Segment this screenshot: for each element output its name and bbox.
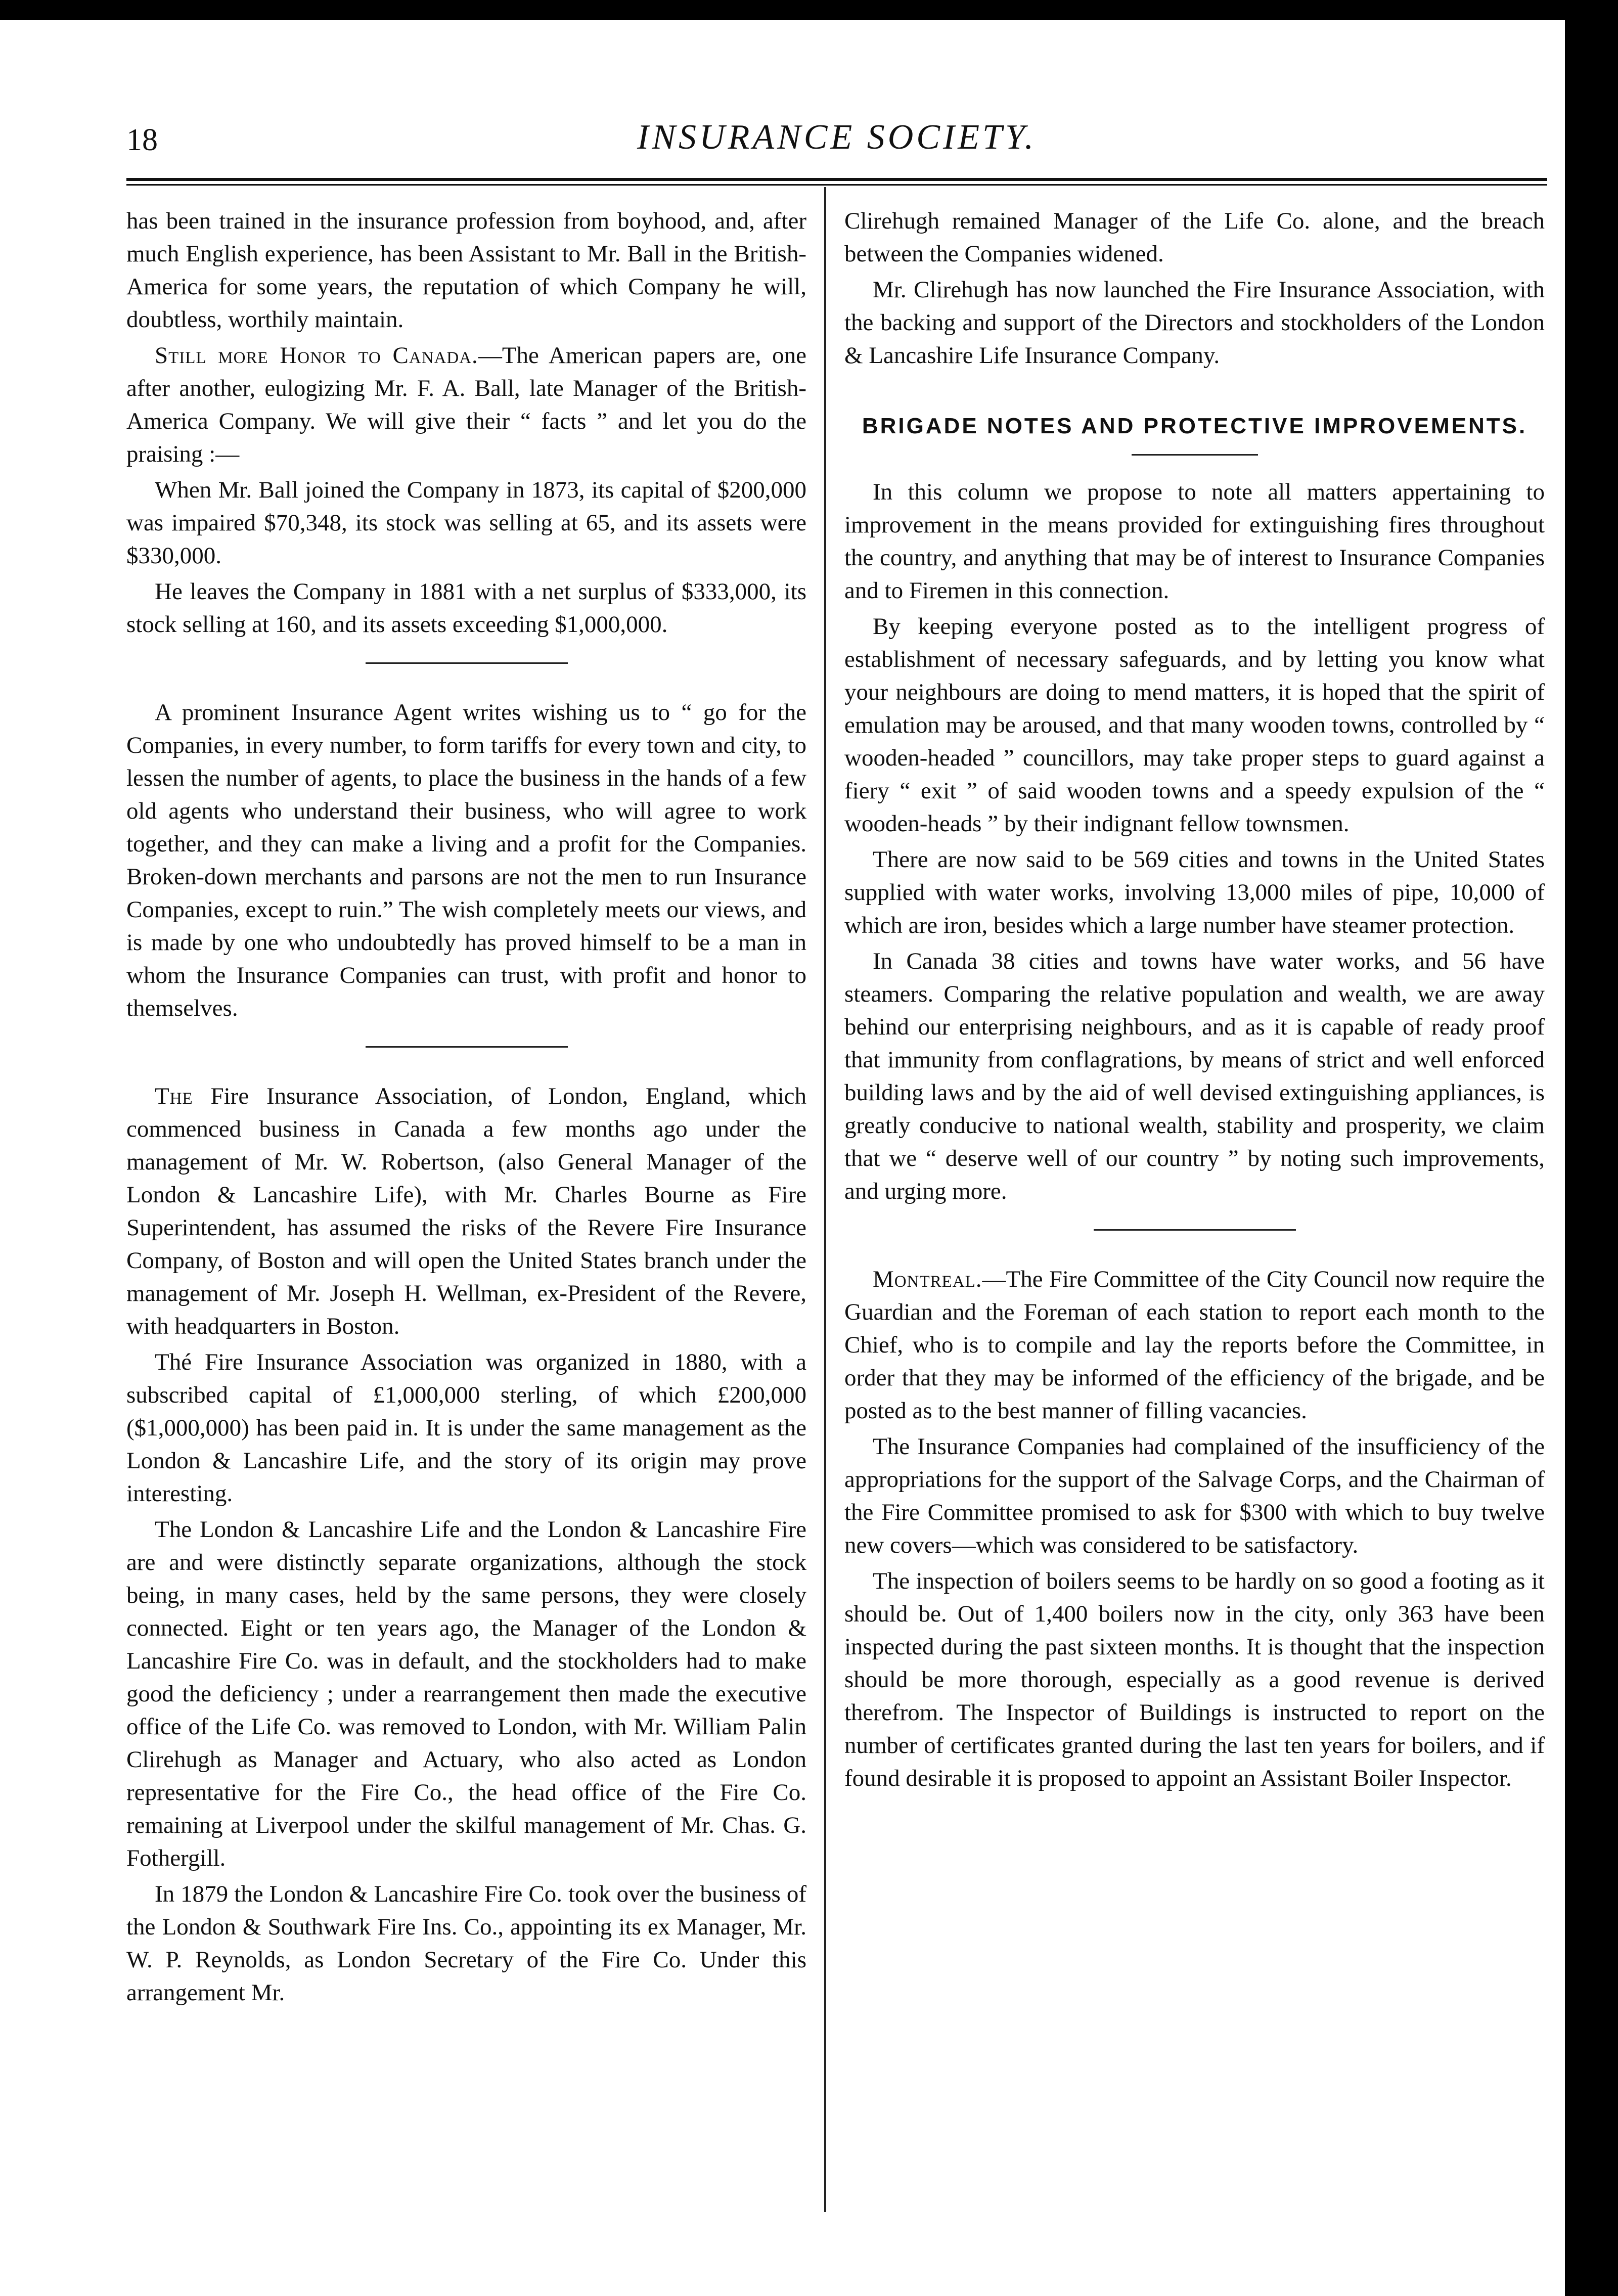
paragraph: The Insurance Companies had complained of the insufficiency of the appropriations for the support of the Salvage Corps, and the Chairman of the Fire Committee promised to ask for $300 with which to buy twelve new covers—which was considered to be satisfactory. — [844, 1433, 1545, 1558]
paragraph: In Canada 38 cities and towns have water works, and 56 have steamers. Comparing the relative population and wealth, we are away behind our enterprising neighbours, and as it is capable of ready proof that immunity from conflagrations, by means of strict and well enforced building laws and by the aid of well devised extinguishing appliances, is greatly conducive to national wealth, stability and prosperity, we claim that we “ deserve well of our country ” by noting such improvements, and urging more. — [844, 948, 1545, 1204]
paragraph: When Mr. Ball joined the Company in 1873, its capital of $200,000 was impaired $70,348, its stock was selling at 65, and its assets were $330,000. — [126, 477, 806, 569]
paragraph: has been trained in the insurance profession from boyhood, and, after much English experience, has been Assistant to Mr. Ball in the British-America for some years, the reputation of which Company he will, doubtless, worthily maintain. — [126, 208, 806, 333]
paragraph: Clirehugh remained Manager of the Life Co. alone, and the breach between the Companies widened. — [844, 208, 1545, 267]
header-rule-thin — [126, 184, 1547, 186]
paragraph: Mr. Clirehugh has now launched the Fire Insurance Association, with the backing and support of the Directors and stockholders of the London & Lancashire Life Insurance Company. — [844, 277, 1545, 369]
paragraph-lead: Still more Honor to Canada. — [155, 342, 478, 369]
paragraph: By keeping everyone posted as to the intelligent progress of establishment of necessary safeguards, and by letting you know what your neighbours are doing to mend matters, it is hoped that the spirit of emulation may be aroused, and that many wooden towns, controlled by “ wooden-headed ” councillors, may take proper steps to guard against a fiery “ exit ” of said wooden towns and a speedy expulsion of the “ wooden-heads ” by their indignant fellow townsmen. — [844, 613, 1545, 837]
paragraph: Montreal.—The Fire Committee of the City Council now require the Guardian and the Foreman of each station to report each month to the Chief, who is to compile and lay the reports before the Committee, in order that they may be informed of the efficiency of the brigade, and be posted as to the best manner of filling vacancies. — [844, 1266, 1545, 1424]
section-separator — [366, 1046, 568, 1048]
column-divider — [824, 187, 826, 2212]
right-column — [844, 205, 1545, 1798]
paragraph: In 1879 the London & Lancashire Fire Co. took over the business of the London & Southwark Fire Ins. Co., appointing its ex Manager, Mr. W. P. Reynolds, as London Secretary of the Fire Co. Under this arrangement Mr. — [126, 1881, 806, 2006]
header-rule — [126, 178, 1547, 181]
section-separator — [1094, 1229, 1296, 1231]
paragraph: Still more Honor to Canada.—The American papers are, one after another, eulogizing Mr. F. A. Ball, late Manager of the British-America Company. We will give their “ facts ” and let you do the praising :— — [126, 342, 806, 467]
page-header — [126, 117, 1547, 168]
top-page-border — [0, 0, 1618, 20]
paragraph: In this column we propose to note all matters appertaining to improvement in the means provided for extinguishing fires throughout the country, and anything that may be of interest to Insurance Companies and to Firemen in this connection. — [844, 479, 1545, 604]
page-number: 18 — [126, 123, 158, 157]
heading-rule — [1132, 454, 1258, 456]
section-separator — [366, 662, 568, 664]
paragraph-lead: The — [155, 1083, 193, 1109]
section-heading: BRIGADE NOTES AND PROTECTIVE IMPROVEMENTS. — [862, 414, 1527, 438]
right-page-border — [1565, 0, 1618, 2296]
paragraph: The London & Lancashire Life and the London & Lancashire Fire are and were distinctly separate organizations, although the stock being, in many cases, held by the same persons, they were closely connected. Eight or ten years ago, the Manager of the London & Lancashire Fire Co. was in default, and the stockholders had to make good the deficiency ; under a rearrangement then made the executive office of the Life Co. was removed to London, with Mr. William Palin Clirehugh as Manager and Actuary, who also acted as London representative for the Fire Co., the head office of the Fire Co. remaining at Liverpool under the skilful management of Mr. Chas. G. Fothergill. — [126, 1516, 806, 1871]
paragraph: The inspection of boilers seems to be hardly on so good a footing as it should be. Out of 1,400 boilers now in the city, only 363 have been inspected during the past sixteen months. It is thought that the inspection should be more thorough, especially as a good revenue is derived therefrom. The Inspector of Buildings is instructed to report on the number of certificates granted during the last ten years for boilers, and if found desirable it is proposed to appoint an Assistant Boiler Inspector. — [844, 1568, 1545, 1791]
paragraph: There are now said to be 569 cities and towns in the United States supplied with water works, involving 13,000 miles of pipe, 10,000 of which are iron, besides which a large number have steamer protection. — [844, 846, 1545, 938]
running-title: INSURANCE SOCIETY. — [637, 118, 1037, 157]
left-column — [126, 205, 806, 2012]
paragraph: A prominent Insurance Agent writes wishing us to “ go for the Companies, in every number, to form tariffs for every town and city, to lessen the number of agents, to place the business in the hands of a few old agents who understand their business, who will agree to work together, and they can make a living and a profit for the Companies. Broken-down merchants and parsons are not the men to run Insurance Companies, except to ruin.” The wish completely meets our views, and is made by one who undoubtedly has proved himself to be a man in whom the Insurance Companies can trust, with profit and honor to themselves. — [126, 699, 806, 1021]
paragraph: He leaves the Company in 1881 with a net surplus of $333,000, its stock selling at 160, and its assets exceeding $1,000,000. — [126, 578, 806, 638]
paragraph-lead: Montreal. — [873, 1266, 982, 1292]
paragraph: Thé Fire Insurance Association was organized in 1880, with a subscribed capital of £1,000,000 sterling, of which £200,000 ($1,000,000) has been paid in. It is under the same management as the London & Lancashire Life, and the story of its origin may prove interesting. — [126, 1349, 806, 1507]
paragraph: The Fire Insurance Association, of London, England, which commenced business in Canada a few months ago under the management of Mr. W. Robertson, (also General Manager of the London & Lancashire Life), with Mr. Charles Bourne as Fire Superintendent, has assumed the risks of the Revere Fire Insurance Company, of Boston and will open the United States branch under the management of Mr. Joseph H. Wellman, ex-President of the Revere, with headquarters in Boston. — [126, 1083, 806, 1339]
